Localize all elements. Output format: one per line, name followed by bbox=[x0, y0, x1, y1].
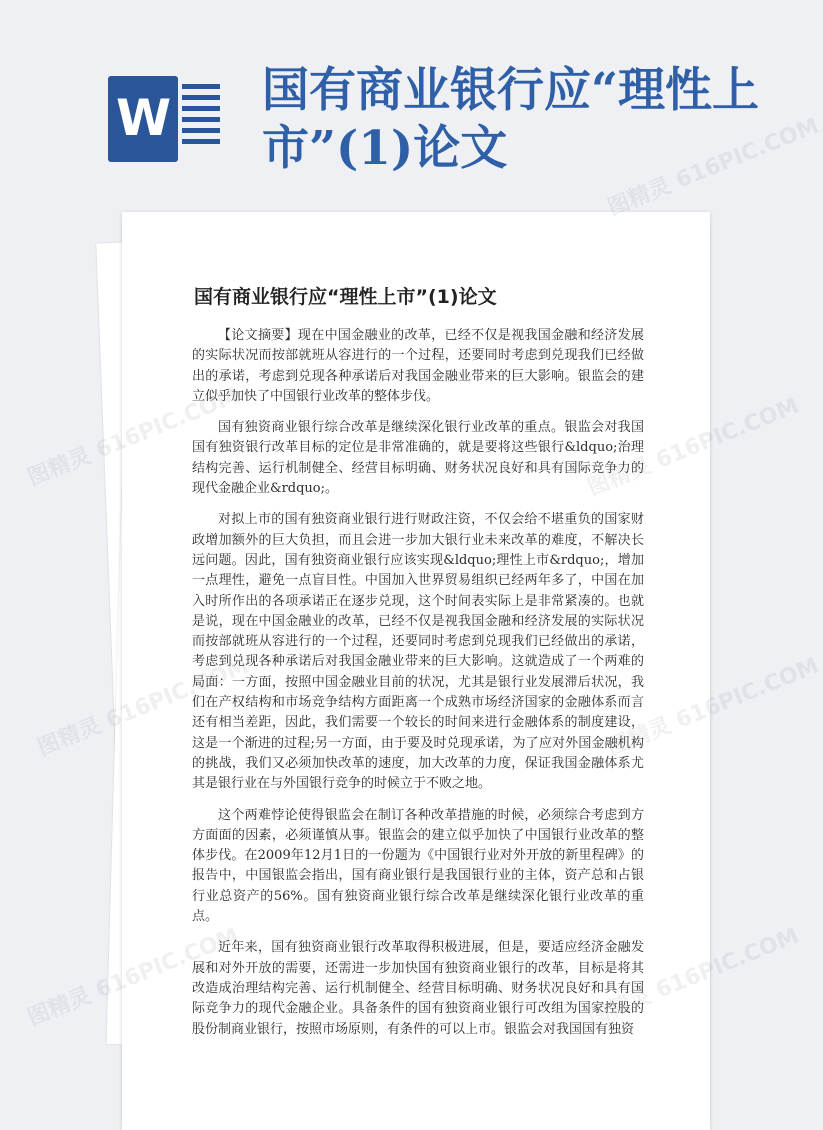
paragraph-4: 这个两难悖论使得银监会在制订各种改革措施的时候，必须综合考虑到方方面面的因素，必须谨慎从事。银监会的建立似乎加快了中国银行业改革的整体步伐。在2009年12月1日的一份题为《中国银行业对外开放的新里程碑》的报告中，中国银监会指出，国有商业银行是我国银行业的主体，资产总和占银行业总资产的56%。国有独资商业银行综合改革是继续深化银行业改革的重点。 bbox=[192, 807, 644, 925]
watermark: 图精灵 bbox=[24, 443, 95, 492]
paragraph-5: 近年来，国有独资商业银行改革取得积极进展，但是，要适应经济金融发展和对外开放的需要，还需进一步加快国有独资商业银行的改革，目标是将其改造成治理结构完善、运行机制健全、经营目标明确、财务状况良好和具有国际竞争力的现代金融企业。具备条件的国有独资商业银行可改组为国家控股的股份制商业银行，按照市场原则，有条件的可以上市。银监会对我国国有独资 bbox=[192, 940, 644, 1037]
watermark: 616PIC.COM bbox=[652, 923, 803, 1004]
paragraph-abstract: 【论文摘要】现在中国金融业的改革，已经不仅是视我国金融和经济发展的实际状况而按部就班从容进行的一个过程，还要同时考虑到兑现我们已经做出的承诺，考虑到兑现各种承诺后对我国金融业带来的巨大影响。银监会的建立似乎加快了中国银行业改革的整体步伐。 bbox=[192, 328, 644, 404]
word-document-icon bbox=[108, 76, 220, 162]
watermark: 图精灵 616PIC.COM bbox=[604, 113, 823, 222]
watermark: 616PIC.COM bbox=[652, 393, 803, 474]
word-icon-letter: W bbox=[116, 89, 172, 147]
document-title: 国有商业银行应“理性上市”(1)论文 bbox=[194, 286, 497, 308]
word-icon-lines bbox=[182, 84, 220, 150]
paragraph-3: 对拟上市的国有独资商业银行进行财政注资，不仅会给不堪重负的国家财政增加额外的巨大负担，而且会进一步加大银行业未来改革的难度，不解决长远问题。因此，国有独资商业银行应该实现&ldquo;理性上市&rdquo;，增加一点理性，避免一点盲目性。中国加入世界贸易组织已经两年多了，中国在加入时所作出的各项承诺正在逐步兑现，这个时间表实际上是非常紧凑的。也就是说，现在中国金融业的改革，已经不仅是视我国金融和经济发展的实际状况而按部就班从容进行的一个过程，还要同时考虑到兑现我们已经做出的承诺，考虑到兑现各种承诺后对我国金融业带来的巨大影响。这就造成了一个两难的局面：一方面，按照中国金融业目前的状况，尤其是银行业发展滞后状况，我们在产权结构和市场竞争结构方面距离一个成熟市场经济国家的金融体系而言还有相当差距，因此，我们需要一个较长的时间来进行金融体系的制度建设，这是一个渐进的过程;另一方面，由于要及时兑现承诺，为了应对外国金融机构的挑战，我们又必须加快改革的速度，加大改革的力度，保证我国金融体系尤其是银行业在与外国银行竞争的时候立于不败之地。 bbox=[192, 512, 644, 792]
watermark: 图精灵 bbox=[34, 713, 105, 762]
watermark: 图精灵 616PIC.COM bbox=[604, 653, 823, 762]
document-page bbox=[122, 212, 710, 1130]
watermark: 图精灵 bbox=[24, 983, 95, 1032]
document-body bbox=[192, 326, 644, 1051]
word-icon-tile bbox=[108, 76, 178, 162]
header-title: 国有商业银行应“理性上市”(1)论文 bbox=[262, 63, 760, 176]
paragraph-2: 国有独资商业银行综合改革是继续深化银行业改革的重点。银监会对我国国有独资银行改革目标的定位是非常准确的，就是要将这些银行&ldquo;治理结构完善、运行机制健全、经营目标明确、财务状况良好和具有国际竞争力的现代金融企业&rdquo;。 bbox=[192, 420, 644, 497]
preview-header bbox=[0, 0, 800, 210]
